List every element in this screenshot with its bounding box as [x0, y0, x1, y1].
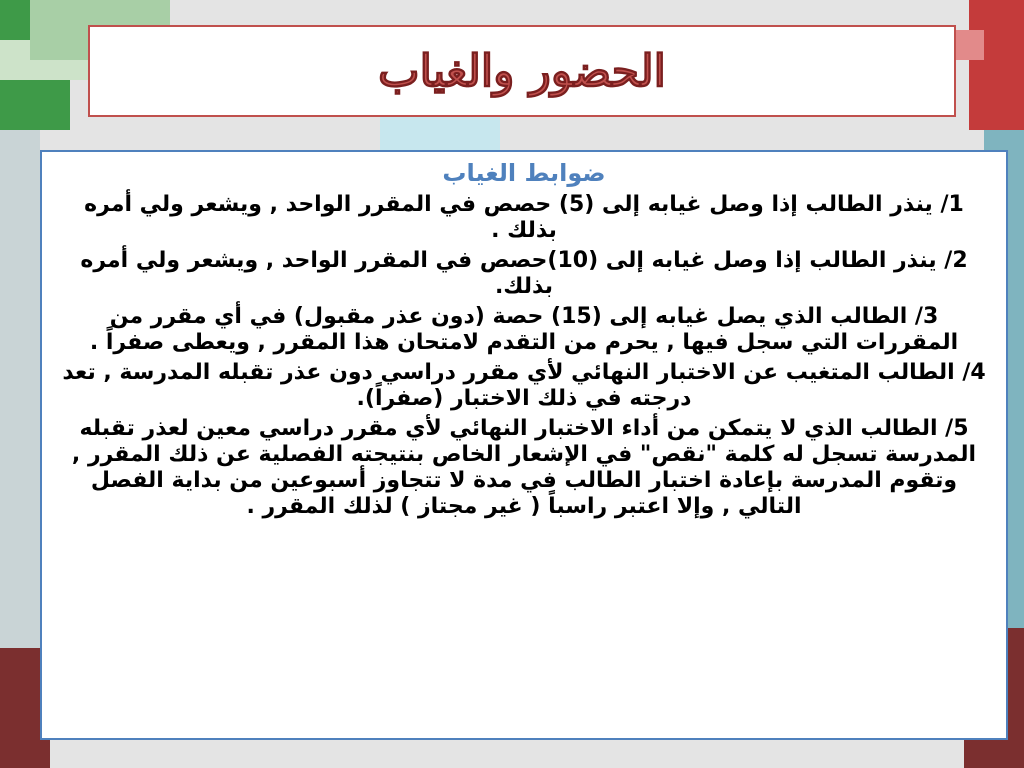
rule-item: 3/ الطالب الذي يصل غيابه إلى (15) حصة (دون عذر مقبول) في أي مقرر من المقررات التي سجل فيها , يحرم من التقدم لامتحان هذا المقرر , ويعطى صفراً . — [89, 304, 959, 355]
bg-gray-strip — [0, 130, 40, 650]
title-box — [88, 25, 956, 117]
rule-item: 1/ ينذر الطالب إذا وصل غيابه إلى (5) حصص في المقرر الواحد , ويشعر ولي أمره بذلك . — [84, 192, 964, 243]
rule-item: 4/ الطالب المتغيب عن الاختبار النهائي لأي مقرر دراسي دون عذر تقبله المدرسة , تعد درجته في ذلك الاختبار (صفراً). — [62, 360, 986, 411]
rule-item: 2/ ينذر الطالب إذا وصل غيابه إلى (10)حصص في المقرر الواحد , ويشعر ولي أمره بذلك. — [80, 248, 968, 299]
page-title: الحضور والغياب — [378, 45, 666, 97]
section-subtitle: ضوابط الغياب — [442, 159, 606, 187]
bg-red-block — [969, 0, 1024, 130]
rule-item: 5/ الطالب الذي لا يتمكن من أداء الاختبار النهائي لأي مقرر دراسي معين لعذر تقبله المدرسة تسجل له كلمة "نقص" في الإشعار الخاص بنتيجته الفصلية عن ذلك المقرر , وتقوم المدرسة بإعادة اختبار الطالب في مدة لا تتجاوز أسبوعين من بداية الفصل التالي , وإلا اعتبر راسباً ( غير مجتاز ) لذلك المقرر . — [71, 416, 977, 519]
bg-pink-block — [954, 30, 984, 60]
content-box — [40, 150, 1008, 740]
